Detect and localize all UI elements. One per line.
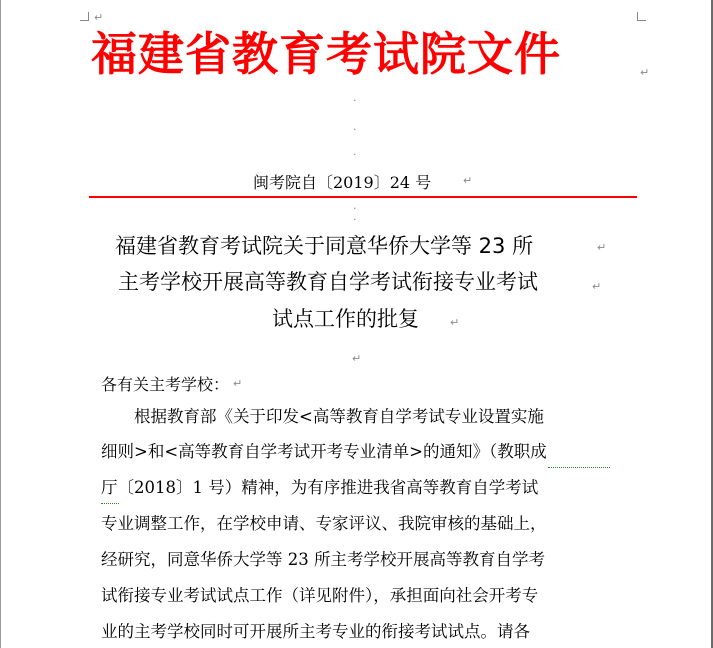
paragraph-mark: ↵ — [450, 316, 460, 329]
crop-mark — [80, 20, 89, 21]
empty-paragraph-mark: · — [353, 123, 357, 136]
empty-paragraph-mark: · — [353, 213, 357, 226]
paragraph-mark: ↵ — [597, 241, 607, 254]
document-header-title: 福建省教育考试院文件 — [91, 27, 561, 81]
body-line: 试衔接专业考试试点工作（详见附件），承担面向社会开考专 — [101, 586, 539, 605]
salutation: 各有关主考学校： — [101, 375, 230, 394]
title-line-2: 主考学校开展高等教育自学考试衔接专业考试 — [118, 270, 538, 294]
page-left-edge — [0, 0, 1, 648]
body-line: 专业调整工作，在学校申请、专家评议、我院审核的基础上， — [101, 514, 547, 533]
paragraph-mark: ↵ — [233, 377, 243, 390]
spellcheck-underline — [548, 464, 610, 468]
document-number: 闽考院自〔2019〕24 号 — [253, 173, 432, 192]
title-line-1: 福建省教育考试院关于同意华侨大学等 23 所 — [115, 234, 534, 258]
body-line: 根据教育部《关于印发<高等教育自学考试专业设置实施 — [134, 407, 544, 426]
body-line: 厅〔2018〕1 号）精神，为有序推进我省高等教育自学考试 — [101, 478, 539, 497]
paragraph-mark: ↵ — [94, 11, 104, 24]
paragraph-mark: ↵ — [592, 280, 602, 293]
body-line: 业的主考学校同时可开展所主考专业的衔接考试试点。请各 — [101, 622, 530, 641]
crop-mark — [637, 20, 646, 21]
paragraph-mark: ↵ — [463, 174, 473, 187]
empty-paragraph-mark: · — [353, 94, 357, 107]
red-divider-line — [89, 196, 637, 198]
body-line: 细则>和<高等教育自学考试开考专业清单>的通知》（教职成 — [101, 442, 547, 461]
empty-paragraph-mark: ↵ — [352, 352, 362, 365]
empty-paragraph-mark: · — [353, 148, 357, 161]
empty-paragraph-mark: · — [353, 202, 357, 215]
spellcheck-underline — [101, 500, 119, 504]
body-line: 经研究，同意华侨大学等 23 所主考学校开展高等教育自学考 — [101, 550, 545, 569]
paragraph-mark: ↵ — [640, 66, 650, 79]
title-line-3: 试点工作的批复 — [272, 307, 419, 331]
